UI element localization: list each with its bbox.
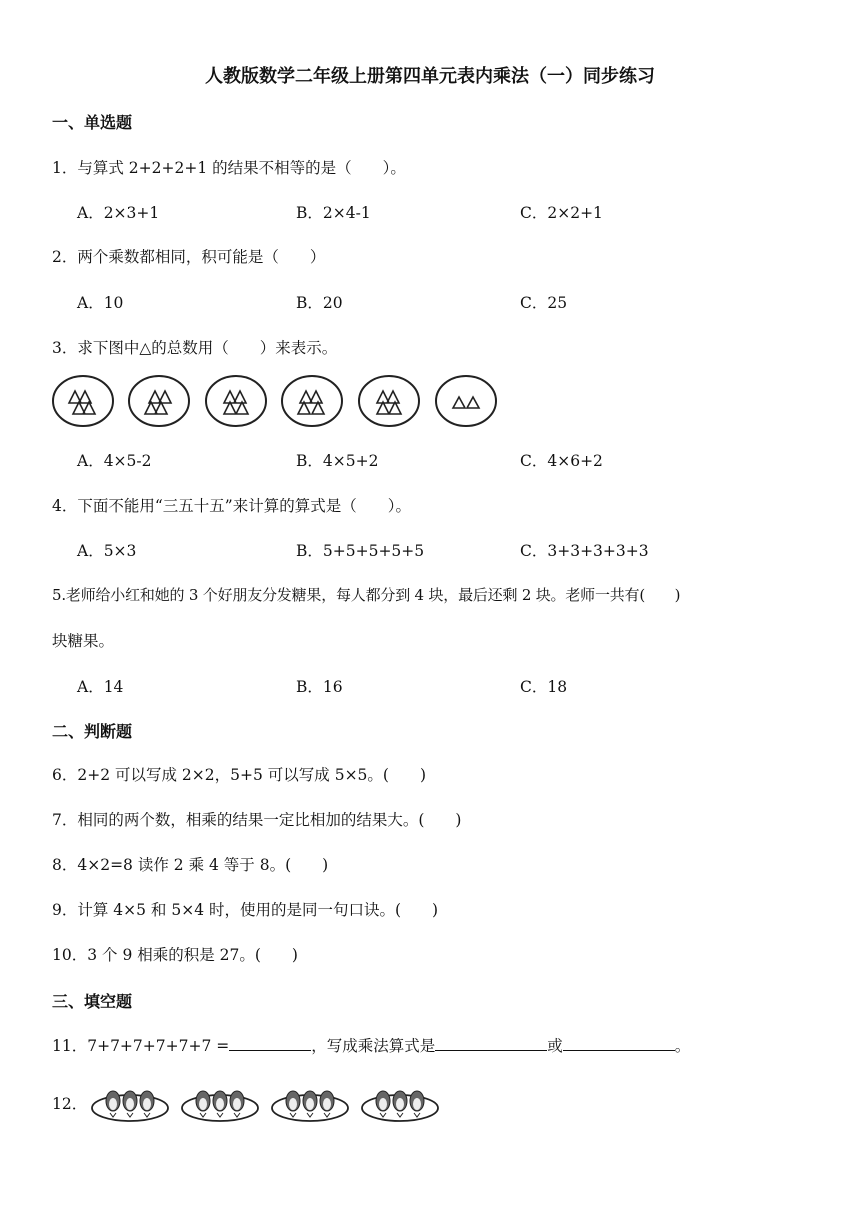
bird	[196, 1091, 210, 1117]
bird	[213, 1091, 227, 1117]
bird-group-4	[362, 1091, 438, 1121]
bird	[286, 1091, 300, 1117]
q3-option-a: A．4×5-2	[77, 452, 152, 470]
bird-group-1	[92, 1091, 168, 1121]
triangle-group-6	[436, 376, 496, 426]
question-3: 3．求下图中△的总数用（ ）来表示。	[52, 339, 338, 357]
bird	[140, 1091, 154, 1117]
bird	[320, 1091, 334, 1117]
bird	[393, 1091, 407, 1117]
bird	[410, 1091, 424, 1117]
q2-option-a: A．10	[77, 294, 124, 312]
question-1: 1．与算式 2+2+2+1 的结果不相等的是（ ）。	[52, 159, 406, 177]
q5-option-b: B．16	[296, 678, 343, 696]
q2-option-b: B．20	[296, 294, 343, 312]
bird-group-3	[272, 1091, 348, 1121]
question-5-continuation: 块糖果。	[52, 632, 115, 650]
question-6: 6．2+2 可以写成 2×2，5+5 可以写成 5×5。( )	[52, 766, 427, 784]
q11-or: 或	[547, 1037, 563, 1055]
q1-option-c: C．2×2+1	[520, 204, 603, 222]
question-8: 8．4×2=8 读作 2 乘 4 等于 8。( )	[52, 856, 329, 874]
q11-blank-sum[interactable]	[229, 1035, 311, 1051]
bird-groups-figure	[90, 1078, 442, 1126]
q1-option-b: B．2×4-1	[296, 204, 371, 222]
section-heading-fill-blank: 三、填空题	[52, 992, 133, 1011]
q3-option-c: C．4×6+2	[520, 452, 603, 470]
q11-prefix: 11．7+7+7+7+7+7 =	[52, 1037, 230, 1055]
bird	[230, 1091, 244, 1117]
question-4: 4．下面不能用“三五十五”来计算的算式是（ ）。	[52, 497, 411, 515]
bird	[376, 1091, 390, 1117]
q5-option-a: A．14	[77, 678, 124, 696]
q11-blank-mult-1[interactable]	[435, 1035, 547, 1051]
q1-option-a: A．2×3+1	[77, 204, 160, 222]
question-11	[52, 1034, 690, 1056]
q4-option-a: A．5×3	[77, 542, 137, 560]
question-12: 12．	[52, 1095, 88, 1113]
bird-group-2	[182, 1091, 258, 1121]
q3-option-b: B．4×5+2	[296, 452, 379, 470]
question-10: 10．3 个 9 相乘的积是 27。( )	[52, 946, 298, 964]
bird	[106, 1091, 120, 1117]
triangle-groups-figure	[50, 372, 502, 430]
bird	[303, 1091, 317, 1117]
question-9: 9．计算 4×5 和 5×4 时，使用的是同一句口诀。( )	[52, 901, 439, 919]
triangle-group-5	[359, 376, 419, 426]
q11-middle: ，写成乘法算式是	[311, 1037, 436, 1055]
triangle-group-2	[129, 376, 189, 426]
triangle-group-4	[282, 376, 342, 426]
section-heading-single-choice: 一、单选题	[52, 113, 133, 132]
triangle-group-1	[53, 376, 113, 426]
q2-option-c: C．25	[520, 294, 568, 312]
triangle-group-3	[206, 376, 266, 426]
page-title: 人教版数学二年级上册第四单元表内乘法（一）同步练习	[205, 66, 655, 87]
q4-option-c: C．3+3+3+3+3	[520, 542, 649, 560]
q4-option-b: B．5+5+5+5+5	[296, 542, 425, 560]
q11-blank-mult-2[interactable]	[563, 1035, 675, 1051]
q5-option-c: C．18	[520, 678, 568, 696]
question-2: 2．两个乘数都相同，积可能是（ ）	[52, 248, 326, 266]
section-heading-true-false: 二、判断题	[52, 722, 133, 741]
q11-end: 。	[674, 1037, 691, 1055]
question-7: 7．相同的两个数，相乘的结果一定比相加的结果大。( )	[52, 811, 462, 829]
question-5: 5.老师给小红和她的 3 个好朋友分发糖果，每人都分到 4 块，最后还剩 2 块。老师一共有( )	[52, 586, 681, 604]
bird	[123, 1091, 137, 1117]
